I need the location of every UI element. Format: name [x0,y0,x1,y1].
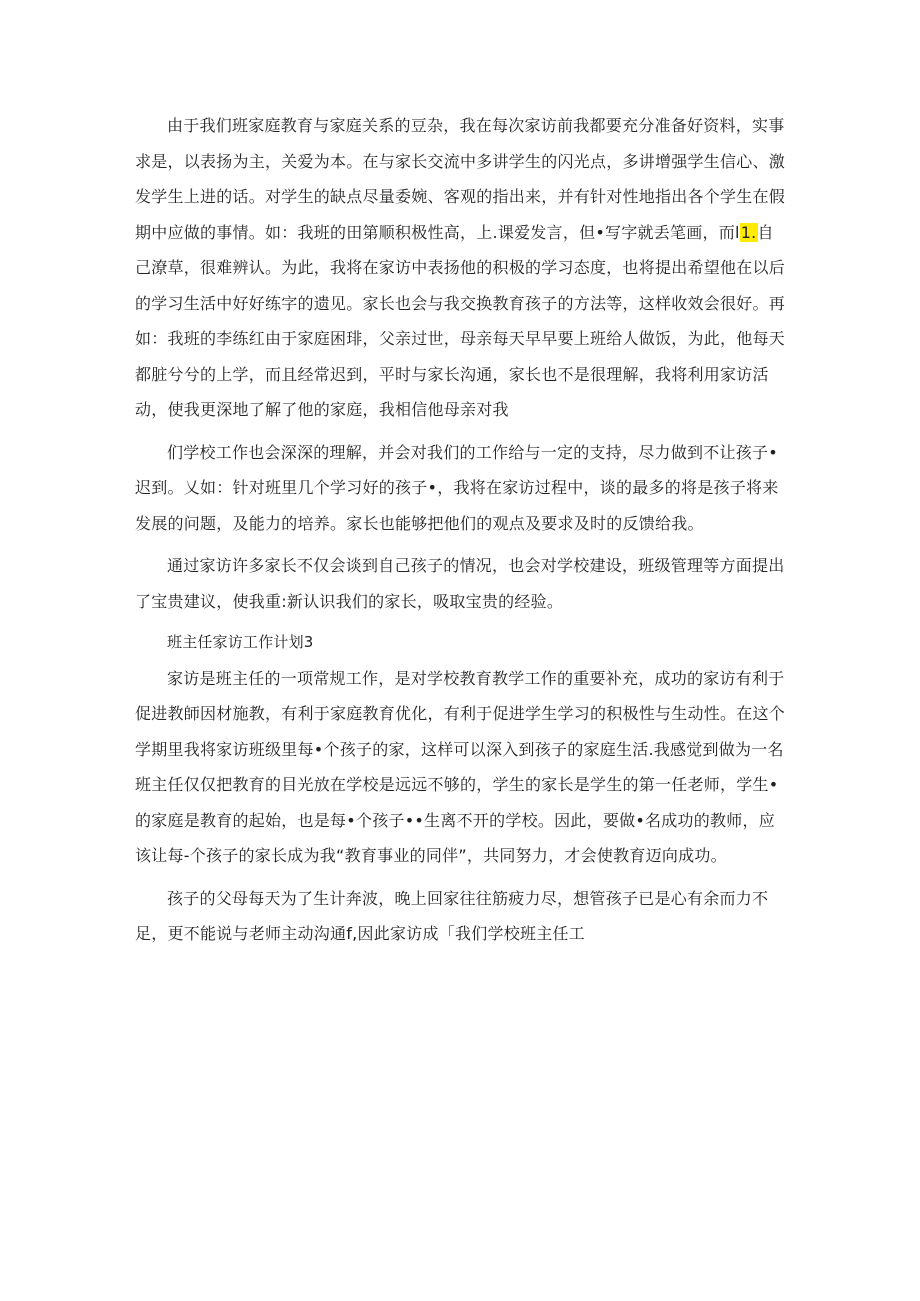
document-body [135,108,787,952]
paragraph-home-visit-preparation [135,108,787,428]
section-heading: 班主任家访工作计划3 [167,633,314,651]
paragraph-home-visit-importance: 家访是班主任的一项常规工作，是对学校教育教学工作的重要补充，成功的家访有利于促进教師因材施教，有利于家庭教育优化，有利于促进学生学习的积极性与生动性。在这个学期里我将家访班级里每•个孩子的家，这样可以深入到孩子的家庭生活.我感觉到做为一名班主任仅仅把教育的目光放在学校是远远不够的，学生的家长是学生的第一任老师，学生•的家庭是教育的起始，也是每•个孩子••生离不开的学校。因此，要做•名成功的教师，应该让每-个孩子的家长成为我“教育事业的同伴”，共同努力，才会使教育迈向成功。 [135,668,786,865]
paragraph-text: 由于我们班家庭教育与家庭关系的豆杂，我在每次家访前我都要充分准备好资料，实事求是，以表扬为主，关爱为本。在与家长交流中多讲学生的闪光点，多讲增强学生信心、激发学生上进的话。对学生的缺点尽量委婉、客观的指出来，并有针对性地指出各个学生在假期中应做的事情。如：我班的田第顺积极性高，上.课爱发言，但•写字就丢笔画，而l [135,116,786,242]
paragraph-school-support: 们学校工作也会深深的理解，并会对我们的工作给与一定的支持，尽力做到不让孩子•迟到。乂如：针对班里几个学习好的孩子•，我将在家访过程中，谈的最多的将是孩子将来发展的问题，及能力的培养。家长也能够把他们的观点及要求及时的反馈给我。 [135,442,779,533]
paragraph-parent-suggestions: 通过家访许多家长不仅会谈到自己孩子的情况，也会对学校建设，班级管理等方面提出了宝贵建议，使我重:新认识我们的家长，吸取宝贵的经验。 [135,556,785,611]
paragraph-text: 自己潦草，很难辨认。为此，我将在家访中表扬他的积极的学习态度，也将提出希望他在以后的学习生活中好好练字的遗见。家长也会与我交换教育孩子的方法等，这样收效会很好。再如：我班的李练红由于家庭困琲，父亲过世，母亲每天早早要上班给人做饭，为此，他每天都脏兮兮的上学，而且经常迟到，平时与家长沟通，家长也不是很理解，我将利用家访活动，使我更深地了解了他的家庭，我相信他母亲对我 [135,222,786,419]
highlighted-text: 1. [740,222,757,242]
paragraph-parents-busy: 孩子的父母每天为了生计奔波，晚上回家往往筋疲力尽，想管孩子已是心有余而力不足，更不能说与老师主动沟通f,因此家访成「我们学校班主任工 [135,888,769,943]
